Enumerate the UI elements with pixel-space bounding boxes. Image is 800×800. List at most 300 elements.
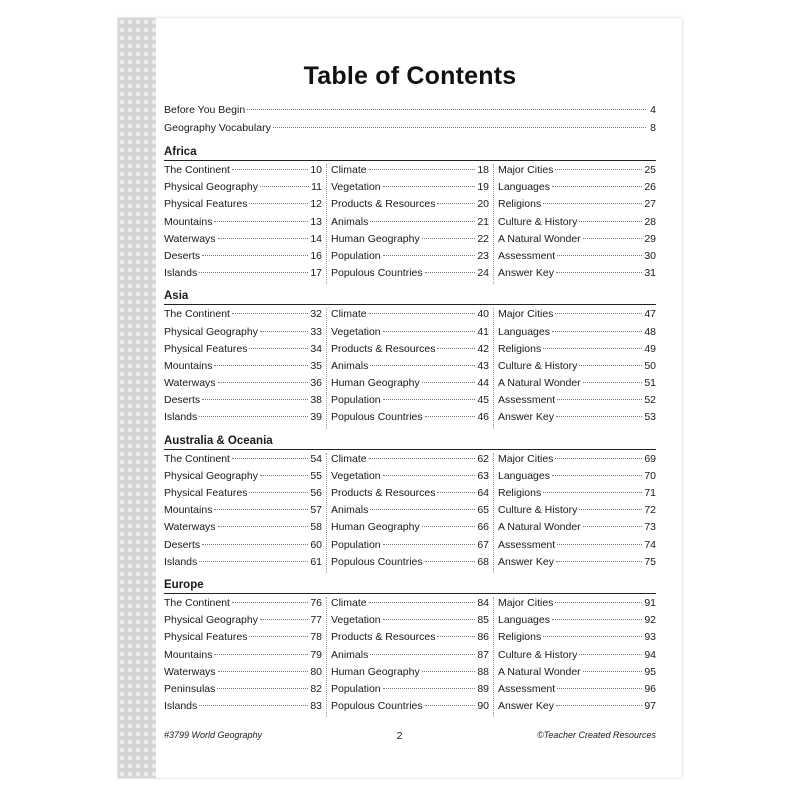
- toc-entry-label: The Continent: [164, 452, 230, 465]
- toc-entry[interactable]: [164, 250, 322, 267]
- entries-column: [326, 453, 493, 573]
- toc-entry-label: Populous Countries: [331, 267, 423, 280]
- document-page: [118, 18, 682, 778]
- entries-column: [164, 308, 326, 428]
- toc-entry[interactable]: [498, 267, 656, 284]
- toc-entry-label: A Natural Wonder: [498, 521, 581, 534]
- toc-entry-page: 63: [477, 469, 489, 482]
- toc-entry-page: 29: [644, 232, 656, 245]
- toc-entry-label: Culture & History: [498, 504, 578, 517]
- toc-entry[interactable]: [164, 597, 322, 614]
- dot-leader: [579, 221, 642, 222]
- toc-entry-page: 71: [644, 487, 656, 499]
- toc-entry-page: 34: [310, 342, 322, 355]
- toc-entry-page: 69: [644, 452, 656, 465]
- dot-leader: [232, 313, 308, 314]
- toc-entry[interactable]: [331, 556, 489, 573]
- section-heading: Europe: [164, 578, 656, 594]
- dot-leader: [383, 688, 476, 689]
- toc-entry[interactable]: [164, 649, 322, 666]
- dot-leader: [369, 169, 476, 170]
- dot-leader: [425, 561, 476, 562]
- toc-entry-label: Culture & History: [498, 648, 578, 661]
- toc-entry-label: Assessment: [498, 682, 556, 695]
- dot-leader: [383, 544, 476, 545]
- toc-entry-page: 42: [477, 342, 489, 355]
- toc-entry-page: 92: [644, 614, 656, 627]
- toc-entry-label: Human Geography: [331, 521, 420, 534]
- toc-entry-page: 52: [644, 394, 656, 407]
- decorative-side-strip: [118, 18, 156, 778]
- dot-leader: [556, 561, 642, 562]
- toc-entry[interactable]: [164, 343, 322, 360]
- entries-column: [493, 308, 656, 428]
- toc-entry-page: 53: [644, 411, 656, 424]
- toc-entry[interactable]: [331, 233, 489, 250]
- toc-entry-label: Population: [331, 682, 381, 695]
- dot-leader: [543, 492, 642, 493]
- toc-entry-page: 47: [644, 308, 656, 321]
- page-content: [164, 18, 656, 717]
- toc-entry[interactable]: [498, 504, 656, 521]
- toc-entry[interactable]: [498, 683, 656, 700]
- toc-entry[interactable]: [331, 394, 489, 411]
- toc-entry-label: A Natural Wonder: [498, 232, 581, 245]
- toc-entry-page: 94: [644, 648, 656, 661]
- section-entries-grid: [164, 308, 656, 428]
- toc-entry-page: 61: [310, 555, 322, 568]
- toc-entry[interactable]: [331, 343, 489, 360]
- dot-leader: [437, 348, 475, 349]
- toc-entry[interactable]: [331, 453, 489, 470]
- toc-entry[interactable]: [498, 539, 656, 556]
- toc-entry-label: Islands: [164, 700, 198, 713]
- toc-entry-label: Human Geography: [331, 232, 420, 245]
- dot-leader: [555, 169, 642, 170]
- toc-entry-label: Climate: [331, 596, 367, 609]
- dot-leader: [543, 203, 642, 204]
- toc-entry[interactable]: [331, 360, 489, 377]
- dot-leader: [425, 416, 476, 417]
- toc-entry[interactable]: [164, 631, 322, 648]
- toc-entry-page: 64: [477, 487, 489, 499]
- toc-entry-label: Deserts: [164, 538, 201, 551]
- toc-entry-label: Human Geography: [331, 377, 420, 390]
- toc-entry-label: Peninsulas: [164, 682, 216, 695]
- toc-entry[interactable]: [331, 649, 489, 666]
- dot-leader: [370, 509, 475, 510]
- dot-leader: [579, 509, 642, 510]
- dot-leader: [247, 109, 646, 110]
- toc-entry-label: Waterways: [164, 521, 216, 534]
- toc-entry-label: The Continent: [164, 308, 230, 321]
- toc-entry-page: 44: [477, 377, 489, 390]
- toc-entry[interactable]: [331, 326, 489, 343]
- toc-entry[interactable]: [164, 453, 322, 470]
- toc-entry-label: The Continent: [164, 164, 230, 176]
- toc-entry-page: 80: [310, 665, 322, 678]
- dot-leader: [260, 331, 308, 332]
- toc-entry-label: Climate: [331, 308, 367, 321]
- toc-entry[interactable]: [498, 649, 656, 666]
- toc-entry[interactable]: [498, 521, 656, 538]
- dot-leader: [370, 654, 475, 655]
- dot-leader: [218, 526, 309, 527]
- toc-entry-page: 25: [644, 164, 656, 176]
- toc-entry-label: Products & Resources: [331, 487, 436, 499]
- toc-entry[interactable]: [164, 104, 656, 122]
- toc-entry-page: 96: [644, 682, 656, 695]
- dot-leader: [249, 636, 308, 637]
- toc-entry[interactable]: [498, 614, 656, 631]
- dot-leader: [583, 382, 643, 383]
- dot-leader: [557, 688, 642, 689]
- toc-entry-label: The Continent: [164, 596, 230, 609]
- dot-leader: [543, 348, 642, 349]
- toc-entry[interactable]: [498, 308, 656, 325]
- dot-leader: [437, 636, 475, 637]
- footer-page-number: 2: [396, 730, 403, 742]
- toc-entry[interactable]: [331, 487, 489, 504]
- toc-entry[interactable]: [164, 216, 322, 233]
- toc-entry-label: Physical Features: [164, 342, 248, 355]
- toc-entry[interactable]: [164, 122, 656, 140]
- toc-entry[interactable]: [498, 487, 656, 504]
- toc-entry[interactable]: [331, 504, 489, 521]
- dot-leader: [556, 416, 642, 417]
- dot-leader: [260, 475, 308, 476]
- toc-entry[interactable]: [498, 631, 656, 648]
- dot-leader: [583, 526, 643, 527]
- toc-entry[interactable]: [164, 181, 322, 198]
- toc-entry[interactable]: [331, 164, 489, 181]
- dot-leader: [370, 221, 475, 222]
- dot-leader: [218, 671, 309, 672]
- toc-entry[interactable]: [164, 198, 322, 215]
- dot-leader: [555, 313, 642, 314]
- toc-entry[interactable]: [164, 164, 322, 181]
- dot-leader: [218, 238, 309, 239]
- toc-entry[interactable]: [331, 666, 489, 683]
- dot-leader: [383, 255, 476, 256]
- entries-column: [493, 597, 656, 717]
- toc-entry-label: Vegetation: [331, 181, 381, 194]
- toc-entry[interactable]: [164, 521, 322, 538]
- toc-entry[interactable]: [498, 597, 656, 614]
- entries-column: [164, 164, 326, 284]
- toc-entry[interactable]: [331, 683, 489, 700]
- dot-leader: [273, 127, 646, 128]
- dot-leader: [383, 619, 476, 620]
- toc-entry[interactable]: [498, 700, 656, 717]
- toc-entry-page: 90: [477, 700, 489, 713]
- toc-entry[interactable]: [331, 181, 489, 198]
- dot-leader: [260, 619, 308, 620]
- section-heading: Asia: [164, 289, 656, 305]
- dot-leader: [583, 238, 643, 239]
- toc-entry-label: Assessment: [498, 249, 556, 262]
- dot-leader: [383, 186, 476, 187]
- toc-entry-label: Answer Key: [498, 267, 555, 280]
- entries-column: [164, 453, 326, 573]
- toc-entry-label: Languages: [498, 614, 550, 627]
- toc-entry[interactable]: [164, 487, 322, 504]
- dot-leader: [422, 238, 476, 239]
- toc-entry[interactable]: [498, 360, 656, 377]
- toc-entry-page: 83: [310, 700, 322, 713]
- toc-entry-label: Waterways: [164, 377, 216, 390]
- toc-entry[interactable]: [331, 631, 489, 648]
- toc-entry-page: 14: [310, 232, 322, 245]
- entries-column: [326, 597, 493, 717]
- dot-leader: [214, 365, 308, 366]
- toc-entry-label: Major Cities: [498, 596, 554, 609]
- toc-entry-label: A Natural Wonder: [498, 665, 581, 678]
- toc-entry[interactable]: [331, 216, 489, 233]
- toc-entry-page: 38: [310, 394, 322, 407]
- dot-leader: [383, 399, 476, 400]
- toc-entry-page: 85: [477, 614, 489, 627]
- toc-entry-label: A Natural Wonder: [498, 377, 581, 390]
- toc-entry[interactable]: [164, 683, 322, 700]
- toc-entry-page: 78: [310, 631, 322, 644]
- toc-entry[interactable]: [164, 539, 322, 556]
- page-title: Table of Contents: [303, 62, 517, 90]
- section-heading: Africa: [164, 145, 656, 161]
- toc-entry-page: 18: [477, 164, 489, 176]
- toc-entry-page: 12: [310, 198, 322, 211]
- toc-entry-label: Animals: [331, 359, 369, 372]
- toc-entry-label: Populous Countries: [331, 411, 423, 424]
- toc-entry-page: 65: [477, 504, 489, 517]
- toc-entry-page: 39: [310, 411, 322, 424]
- entries-column: [493, 453, 656, 573]
- toc-entry-page: 36: [310, 377, 322, 390]
- toc-entry-page: 27: [644, 198, 656, 211]
- toc-entry-label: Mountains: [164, 648, 213, 661]
- intro-entries: [164, 104, 656, 140]
- toc-entry-label: Culture & History: [498, 359, 578, 372]
- toc-entry[interactable]: [498, 377, 656, 394]
- toc-entry[interactable]: [498, 250, 656, 267]
- toc-entry-label: Vegetation: [331, 469, 381, 482]
- toc-entry[interactable]: [164, 411, 322, 428]
- toc-entry[interactable]: [164, 377, 322, 394]
- toc-entry[interactable]: [164, 666, 322, 683]
- toc-entry-label: Population: [331, 394, 381, 407]
- toc-entry[interactable]: [164, 504, 322, 521]
- toc-entry[interactable]: [498, 453, 656, 470]
- toc-entry-label: Physical Features: [164, 487, 248, 499]
- toc-entry-label: Populous Countries: [331, 700, 423, 713]
- dot-leader: [557, 255, 642, 256]
- entries-column: [326, 164, 493, 284]
- dot-leader: [556, 705, 642, 706]
- toc-entry-label: Assessment: [498, 538, 556, 551]
- section-entries-grid: [164, 164, 656, 284]
- toc-entry-page: 87: [477, 648, 489, 661]
- toc-entry-page: 97: [644, 700, 656, 713]
- dot-leader: [232, 169, 308, 170]
- toc-entry-label: Population: [331, 538, 381, 551]
- toc-entry-page: 48: [644, 325, 656, 338]
- toc-entry[interactable]: [498, 198, 656, 215]
- toc-sections: [164, 145, 656, 717]
- toc-entry[interactable]: [331, 539, 489, 556]
- toc-entry[interactable]: [498, 470, 656, 487]
- toc-entry[interactable]: [331, 700, 489, 717]
- toc-entry-page: 54: [310, 452, 322, 465]
- toc-entry-page: 82: [310, 682, 322, 695]
- toc-entry-page: 88: [477, 665, 489, 678]
- toc-entry[interactable]: [498, 181, 656, 198]
- toc-entry[interactable]: [164, 470, 322, 487]
- toc-entry-label: Population: [331, 249, 381, 262]
- toc-entry-label: Islands: [164, 555, 198, 568]
- toc-entry-label: Mountains: [164, 359, 213, 372]
- dot-leader: [369, 602, 476, 603]
- toc-entry[interactable]: [331, 377, 489, 394]
- toc-entry-label: Islands: [164, 267, 198, 280]
- toc-entry-label: Animals: [331, 504, 369, 517]
- dot-leader: [232, 602, 308, 603]
- toc-entry-label: Before You Begin: [164, 104, 246, 116]
- dot-leader: [369, 458, 476, 459]
- toc-entry[interactable]: [331, 597, 489, 614]
- dot-leader: [218, 382, 309, 383]
- toc-entry-label: Religions: [498, 198, 542, 211]
- toc-entry[interactable]: [331, 250, 489, 267]
- section-entries-grid: [164, 453, 656, 573]
- toc-entry-page: 66: [477, 521, 489, 534]
- dot-leader: [232, 458, 308, 459]
- toc-entry-label: Physical Features: [164, 198, 248, 211]
- toc-entry-label: Religions: [498, 631, 542, 644]
- toc-entry-label: Climate: [331, 452, 367, 465]
- toc-entry[interactable]: [331, 198, 489, 215]
- dot-leader: [249, 492, 308, 493]
- dot-leader: [556, 272, 642, 273]
- toc-entry-page: 57: [310, 504, 322, 517]
- toc-entry[interactable]: [331, 614, 489, 631]
- toc-entry-label: Mountains: [164, 504, 213, 517]
- toc-entry-label: Animals: [331, 648, 369, 661]
- entries-column: [164, 597, 326, 717]
- toc-entry-page: 58: [310, 521, 322, 534]
- toc-entry[interactable]: [498, 164, 656, 181]
- footer-copyright: ©Teacher Created Resources: [537, 730, 656, 740]
- dot-leader: [370, 365, 475, 366]
- toc-entry[interactable]: [498, 556, 656, 573]
- toc-entry-page: 62: [477, 452, 489, 465]
- toc-entry-page: 74: [644, 538, 656, 551]
- toc-entry-label: Animals: [331, 215, 369, 228]
- toc-entry-label: Waterways: [164, 232, 216, 245]
- dot-leader: [557, 399, 642, 400]
- toc-entry[interactable]: [331, 267, 489, 284]
- toc-entry[interactable]: [498, 394, 656, 411]
- dot-leader: [199, 561, 308, 562]
- toc-entry[interactable]: [164, 556, 322, 573]
- toc-entry[interactable]: [164, 360, 322, 377]
- toc-entry-label: Geography Vocabulary: [164, 122, 271, 134]
- toc-entry-page: 86: [477, 631, 489, 644]
- toc-entry[interactable]: [331, 470, 489, 487]
- toc-entry-page: 10: [310, 164, 322, 176]
- toc-entry-page: 32: [310, 308, 322, 321]
- toc-entry-page: 93: [644, 631, 656, 644]
- toc-section: [164, 434, 656, 573]
- toc-entry[interactable]: [498, 216, 656, 233]
- toc-entry-label: Religions: [498, 487, 542, 499]
- toc-entry[interactable]: [164, 267, 322, 284]
- toc-entry-label: Human Geography: [331, 665, 420, 678]
- toc-entry[interactable]: [498, 411, 656, 428]
- entries-column: [326, 308, 493, 428]
- toc-entry[interactable]: [164, 308, 322, 325]
- toc-entry[interactable]: [331, 411, 489, 428]
- section-heading: Australia & Oceania: [164, 434, 656, 450]
- entries-column: [493, 164, 656, 284]
- toc-entry-label: Deserts: [164, 394, 201, 407]
- toc-entry[interactable]: [164, 700, 322, 717]
- dot-leader: [214, 221, 308, 222]
- dot-leader: [249, 348, 308, 349]
- toc-entry[interactable]: [498, 326, 656, 343]
- dot-leader: [214, 654, 308, 655]
- dot-leader: [579, 365, 642, 366]
- toc-entry-page: 21: [477, 215, 489, 228]
- dot-leader: [552, 331, 642, 332]
- toc-entry-label: Deserts: [164, 249, 201, 262]
- toc-section: [164, 289, 656, 428]
- toc-section: [164, 145, 656, 284]
- dot-leader: [217, 688, 308, 689]
- dot-leader: [437, 492, 475, 493]
- toc-entry-page: 73: [644, 521, 656, 534]
- footer-book-title: #3799 World Geography: [164, 730, 263, 740]
- toc-entry-page: 17: [310, 267, 322, 280]
- toc-entry[interactable]: [498, 666, 656, 683]
- toc-entry-page: 8: [650, 122, 656, 134]
- toc-entry-label: Mountains: [164, 215, 213, 228]
- dot-leader: [555, 602, 642, 603]
- dot-leader: [552, 186, 642, 187]
- toc-entry-page: 95: [644, 665, 656, 678]
- toc-entry-label: Culture & History: [498, 215, 578, 228]
- toc-entry[interactable]: [331, 521, 489, 538]
- toc-entry[interactable]: [164, 233, 322, 250]
- toc-entry[interactable]: [331, 308, 489, 325]
- dot-leader: [199, 416, 308, 417]
- toc-entry[interactable]: [164, 614, 322, 631]
- toc-entry-label: Physical Geography: [164, 469, 258, 482]
- dot-leader: [422, 382, 476, 383]
- toc-entry-page: 24: [477, 267, 489, 280]
- toc-entry-page: 22: [477, 232, 489, 245]
- page-footer: [164, 730, 656, 742]
- toc-entry-page: 23: [477, 249, 489, 262]
- toc-entry-label: Major Cities: [498, 308, 554, 321]
- toc-entry-page: 91: [644, 596, 656, 609]
- toc-entry-page: 43: [477, 359, 489, 372]
- toc-entry-page: 28: [644, 215, 656, 228]
- toc-entry[interactable]: [498, 343, 656, 360]
- toc-entry[interactable]: [498, 233, 656, 250]
- toc-entry[interactable]: [164, 394, 322, 411]
- toc-entry-page: 72: [644, 504, 656, 517]
- toc-entry[interactable]: [164, 326, 322, 343]
